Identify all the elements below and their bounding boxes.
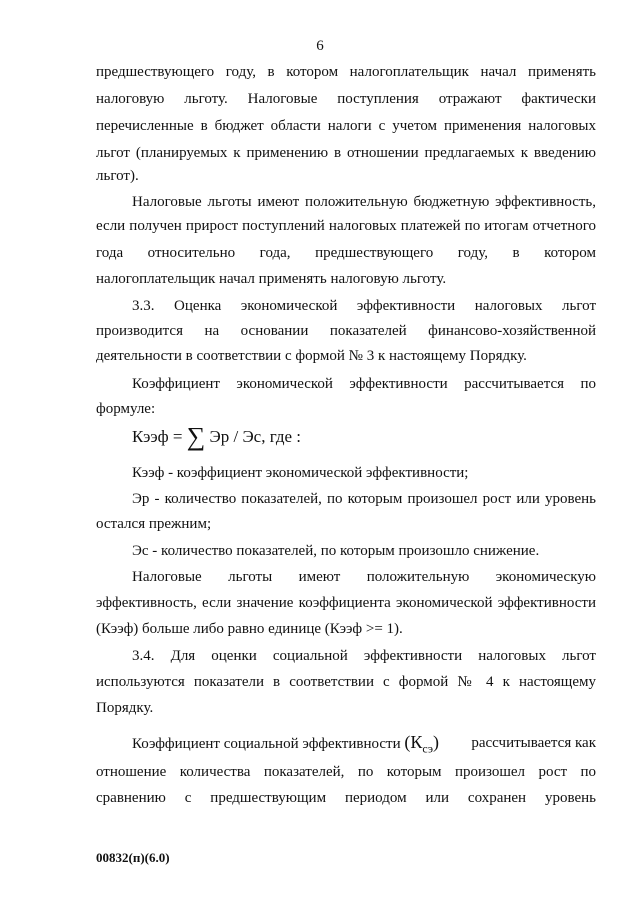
text-line: Эр - количество показателей, по которым произошел рост или уровень (132, 491, 596, 507)
section-3-3-heading: 3.3. Оценка экономической эффективности налоговых льгот (132, 298, 596, 314)
text-line: Кээф - коэффициент экономической эффективности; (132, 465, 469, 481)
formula-right: Эр / Эс, где : (209, 427, 302, 446)
text-line: Налоговые льготы имеют положительную экономическую (132, 569, 596, 585)
text-line: перечисленные в бюджет области налоги с учетом применения налоговых (96, 118, 596, 134)
text-line: производится на основании показателей финансово-хозяйственной (96, 323, 596, 339)
text-line: Налоговые льготы имеют положительную бюджетную эффективность, (132, 194, 596, 210)
formula-left: Кээф = (132, 427, 183, 446)
text-line: года относительно года, предшествующего году, в котором (96, 245, 596, 261)
text-line: льгот). (96, 168, 139, 184)
kse-prefix: Коэффициент социальной эффективности (132, 736, 401, 752)
text-line: рассчитывается как (471, 735, 596, 751)
text-line: отношение количества показателей, по которым произошел рост по (96, 764, 596, 780)
economic-efficiency-formula (132, 422, 302, 451)
text-line: остался прежним; (96, 516, 212, 532)
text-line: деятельности в соответствии с формой № 3 к настоящему Порядку. (96, 348, 527, 364)
document-code: 00832(п)(6.0) (96, 850, 170, 865)
text-line: если получен прирост поступлений налоговых платежей по итогам отчетного (96, 218, 596, 234)
text-line: эффективность, если значение коэффициента экономической эффективности (96, 595, 596, 611)
text-line: Коэффициент экономической эффективности рассчитывается по (132, 376, 596, 392)
text-line: используются показатели в соответствии с формой № 4 к настоящему (96, 674, 596, 690)
text-line: формуле: (96, 401, 156, 417)
sigma-symbol: ∑ (186, 422, 206, 451)
text-line: (Кээф) больше либо равно единице (Кээф >= 1). (96, 621, 403, 637)
text-line: налоговую льготу. Налоговые поступления отражают фактически (96, 91, 596, 107)
text-line: Порядку. (96, 700, 154, 716)
text-line: сравнению с предшествующим периодом или сохранен уровень (96, 790, 596, 806)
kse-symbol: $(К_{сэ})$ (404, 732, 439, 756)
page-number: 6 (316, 38, 324, 54)
text-line: налогоплательщик начал применять налоговую льготу. (96, 271, 447, 287)
section-3-4-heading: 3.4. Для оценки социальной эффективности налоговых льгот (132, 648, 596, 664)
text-line: предшествующего году, в котором налогоплательщик начал применять (96, 64, 596, 80)
text-line: Эс - количество показателей, по которым произошло снижение. (132, 543, 540, 559)
text-line: льгот (планируемых к применению в отношении предлагаемых к введению (96, 145, 596, 161)
